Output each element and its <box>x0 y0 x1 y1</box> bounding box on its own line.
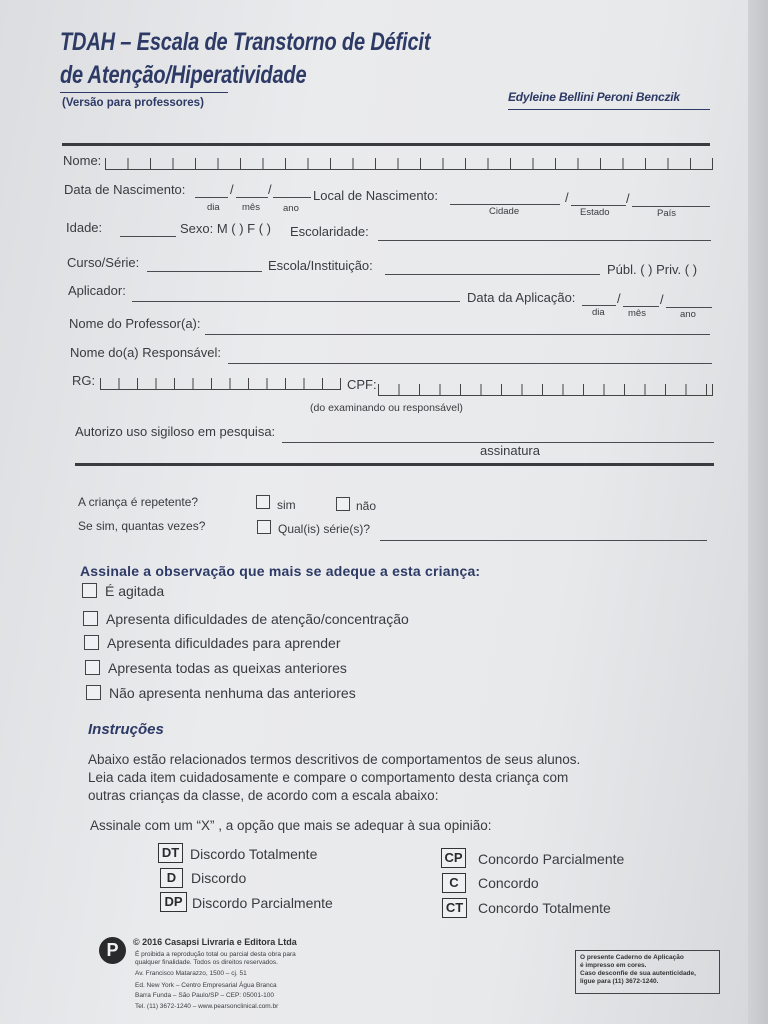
escolaridade-label: Escolaridade: <box>290 224 369 239</box>
curso-serie-label: Curso/Série: <box>67 255 140 270</box>
date-separator: / <box>230 182 234 197</box>
assinale-instruction: Assinale com um “X” , a opção que mais se adequar à sua opinião: <box>90 818 492 833</box>
version-label: (Versão para professores) <box>62 97 204 109</box>
series-blank <box>380 540 707 541</box>
da-month-blank <box>623 306 659 307</box>
observacao-checkbox <box>85 660 100 675</box>
idade-label: Idade: <box>66 220 103 235</box>
autorizo-label: Autorizo uso sigiloso em pesquisa: <box>75 424 276 439</box>
date-separator: / <box>565 190 569 205</box>
date-separator: / <box>617 291 621 306</box>
aplicador-label: Aplicador: <box>68 283 126 298</box>
paper-edge <box>748 0 768 1024</box>
scale-label-dt: Discordo Totalmente <box>190 846 318 862</box>
observacao-item: É agitada <box>105 583 165 599</box>
scale-code-c: C <box>442 873 466 893</box>
rg-tick-field <box>100 378 341 390</box>
publ-priv-label: Públ. ( ) Priv. ( ) <box>607 262 698 277</box>
footer-line: Ed. New York – Centro Empresarial Água Branca <box>135 982 277 989</box>
data-nascimento-label: Data de Nascimento: <box>64 182 186 197</box>
sim-checkbox <box>256 495 270 509</box>
scale-label-ct: Concordo Totalmente <box>478 900 611 916</box>
cpf-label: CPF: <box>347 377 377 392</box>
scale-label-cp: Concordo Parcialmente <box>478 851 625 867</box>
instrucoes-paragraph-line: Leia cada item cuidadosamente e compare o comportamento desta criança com <box>88 770 569 785</box>
observacao-checkbox <box>83 611 98 626</box>
copyright: © 2016 Casapsi Livraria e Editora Ltda <box>133 937 297 947</box>
nao-label: não <box>356 499 377 513</box>
curso-serie-blank <box>147 271 262 272</box>
observacao-checkbox <box>82 583 97 598</box>
dn-month-blank <box>236 197 268 198</box>
scale-code-ct: CT <box>442 898 467 918</box>
scale-code-dt: DT <box>158 843 183 863</box>
local-nascimento-label: Local de Nascimento: <box>313 188 439 203</box>
quantas-vezes-checkbox <box>257 520 271 534</box>
scale-label-d: Discordo <box>191 870 247 886</box>
da-year-blank <box>666 307 712 308</box>
observacao-checkbox <box>84 635 99 650</box>
dn-year-blank <box>273 197 311 198</box>
assinatura-label: assinatura <box>480 443 540 458</box>
cpf-tick-field <box>378 384 713 396</box>
dn-day-blank <box>195 197 228 198</box>
authenticity-notice-box <box>575 950 720 994</box>
sexo-label: Sexo: M ( ) F ( ) <box>180 221 271 236</box>
pearson-logo-icon: P <box>99 937 126 964</box>
footer-line: qualquer finalidade. Todos os direitos reservados. <box>135 959 278 966</box>
author-name: Edyleine Bellini Peroni Benczik <box>508 90 680 104</box>
escolaridade-blank <box>378 240 711 241</box>
footer-line: Av. Francisco Matarazzo, 1500 – cj. 51 <box>135 970 247 977</box>
rg-label: RG: <box>72 373 96 388</box>
scale-label-c: Concordo <box>478 875 539 891</box>
title-line-1: TDAH – Escala de Transtorno de Déficit <box>60 28 431 56</box>
observacao-item: Não apresenta nenhuma das anteriores <box>109 685 356 701</box>
title-line-2: de Atenção/Hiperatividade <box>60 61 307 89</box>
instrucoes-heading: Instruções <box>88 721 164 738</box>
da-year-sublabel: ano <box>680 309 696 320</box>
notice-line: é impresso em cores. <box>580 962 647 969</box>
footer-line: Tel. (11) 3672-1240 – www.pearsonclinical.com.br <box>135 1003 279 1010</box>
sim-label: sim <box>277 498 296 512</box>
rg-cpf-note: (do examinando ou responsável) <box>310 402 463 414</box>
date-separator: / <box>626 191 630 206</box>
repetente-question: A criança é repetente? <box>78 495 199 509</box>
aplicador-blank <box>132 301 460 302</box>
notice-line: O presente Caderno de Aplicação <box>580 954 684 961</box>
professor-blank <box>205 334 710 335</box>
nome-label: Nome: <box>63 153 102 168</box>
date-separator: / <box>660 292 664 307</box>
scale-code-cp: CP <box>441 848 466 868</box>
da-day-blank <box>582 305 616 306</box>
header-divider <box>62 143 710 146</box>
scale-code-d: D <box>160 868 183 888</box>
da-day-sublabel: dia <box>592 307 605 318</box>
data-aplicacao-label: Data da Aplicação: <box>467 290 576 305</box>
author-underline <box>508 109 710 110</box>
title-underline <box>60 92 228 93</box>
scale-code-dp: DP <box>160 892 187 912</box>
city-sublabel: Cidade <box>489 206 520 217</box>
instrucoes-paragraph-line: Abaixo estão relacionados termos descritivos de comportamentos de seus alunos. <box>88 752 581 767</box>
series-label: Qual(is) série(s)? <box>278 522 371 536</box>
state-sublabel: Estado <box>580 207 610 218</box>
notice-line: ligue para (11) 3672-1240. <box>580 978 659 985</box>
date-separator: / <box>268 182 272 197</box>
dn-year-sublabel: ano <box>283 203 299 214</box>
scale-label-dp: Discordo Parcialmente <box>192 895 333 911</box>
observacao-item: Apresenta dificuldades de atenção/concentração <box>106 611 409 627</box>
instrucoes-paragraph-line: outras crianças da classe, de acordo com a escala abaixo: <box>88 788 439 803</box>
da-month-sublabel: mês <box>628 308 646 319</box>
responsavel-blank <box>228 363 712 364</box>
quantas-vezes-label: Se sim, quantas vezes? <box>78 519 206 533</box>
footer-line: É proibida a reprodução total ou parcial desta obra para <box>135 951 296 958</box>
escola-blank <box>385 274 600 275</box>
idade-blank <box>120 236 176 237</box>
observacao-checkbox <box>86 685 101 700</box>
dn-day-sublabel: dia <box>207 202 220 213</box>
escola-label: Escola/Instituição: <box>268 258 373 273</box>
footer-line: Barra Funda – São Paulo/SP – CEP: 05001-100 <box>135 992 275 999</box>
country-sublabel: País <box>657 208 677 219</box>
state-blank <box>571 205 626 206</box>
professor-label: Nome do Professor(a): <box>69 316 201 331</box>
notice-line: Caso desconfie de sua autenticidade, <box>580 970 696 977</box>
observacao-heading: Assinale a observação que mais se adeque a esta criança: <box>80 563 481 579</box>
nao-checkbox <box>336 497 350 511</box>
observacao-item: Apresenta dificuldades para aprender <box>107 635 341 651</box>
observacao-item: Apresenta todas as queixas anteriores <box>108 660 347 676</box>
dn-month-sublabel: mês <box>242 202 260 213</box>
country-blank <box>632 206 710 207</box>
city-blank <box>450 204 560 205</box>
responsavel-label: Nome do(a) Responsável: <box>70 345 222 360</box>
form-divider <box>75 463 714 466</box>
nome-tick-field <box>105 158 713 170</box>
